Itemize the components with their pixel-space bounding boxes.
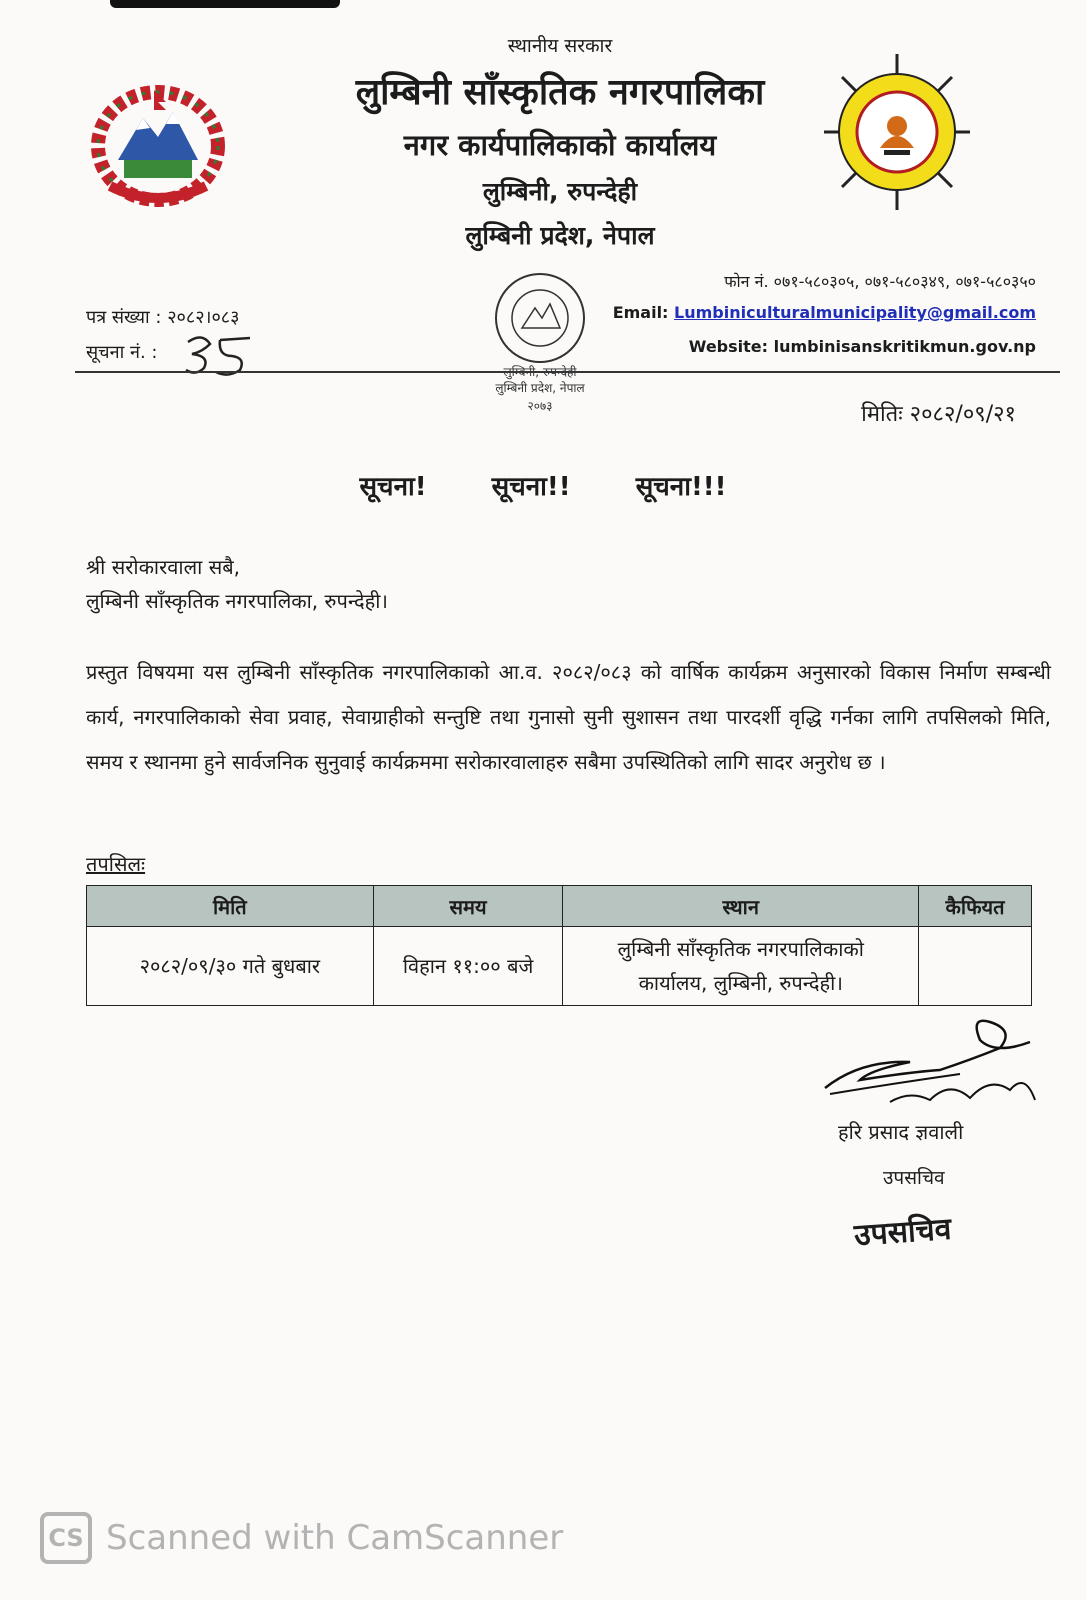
nepal-emblem-icon	[88, 82, 228, 212]
local-government-label: स्थानीय सरकार	[507, 35, 613, 57]
issue-date: मितिः २०८२/०९/२१	[861, 402, 1016, 427]
camscanner-logo-icon: CS	[40, 1512, 92, 1564]
contact-website: Website: lumbinisanskritikmun.gov.np	[688, 337, 1036, 356]
addressee-block	[86, 550, 388, 618]
header-divider	[75, 371, 1060, 373]
contact-phone: फोन नं. ०७१-५८०३०५, ०७१-५८०३४९, ०७१-५८०३५०	[724, 272, 1036, 291]
letter-number: पत्र संख्या : २०८२।०८३	[86, 307, 240, 328]
addressee-line-1: श्री सरोकारवाला सबै,	[86, 555, 240, 579]
scan-edge-bar	[110, 0, 340, 8]
office-name: नगर कार्यपालिकाको कार्यालय	[403, 128, 717, 162]
col-header-place: स्थान	[563, 886, 919, 927]
cell-place-line-2: कार्यालय, लुम्बिनी, रुपन्देही।	[638, 971, 843, 995]
handwritten-signature-icon	[820, 1010, 1050, 1120]
cell-remarks	[919, 927, 1032, 1006]
col-header-date: मिति	[87, 886, 374, 927]
address-district: लुम्बिनी, रुपन्देही	[482, 177, 638, 206]
schedule-label: तपसिलः	[86, 852, 146, 876]
notice-title-3: सूचना!!!	[635, 472, 727, 502]
table-row	[87, 927, 1032, 1006]
watermark-text: Scanned with CamScanner	[106, 1518, 564, 1558]
cell-place	[563, 927, 919, 1006]
addressee-line-2: लुम्बिनी साँस्कृतिक नगरपालिका, रुपन्देही।	[86, 589, 389, 613]
cell-date: २०८२/०९/३० गते बुधबार	[87, 927, 374, 1006]
notice-titles	[0, 467, 1086, 503]
signer-name: हरि प्रसाद ज्ञवाली	[838, 1120, 964, 1144]
camscanner-watermark	[40, 1512, 563, 1564]
email-label: Email:	[612, 303, 675, 322]
notice-title-2: सूचना!!	[491, 472, 571, 502]
cell-place-line-1: लुम्बिनी साँस्कृतिक नगरपालिकाको	[617, 937, 864, 961]
municipality-name: लुम्बिनी साँस्कृतिक नगरपालिका	[355, 72, 765, 113]
schedule-table	[86, 885, 1032, 1006]
col-header-time: समय	[373, 886, 563, 927]
col-header-remarks: कैफियत	[919, 886, 1032, 927]
signer-designation: उपसचिव	[883, 1167, 945, 1189]
municipality-wheel-logo-icon	[822, 52, 972, 212]
designation-stamp: उपसचिव	[853, 1211, 953, 1254]
svg-text:लुम्बिनी प्रदेश, नेपाल: लुम्बिनी प्रदेश, नेपाल	[495, 381, 585, 395]
cell-time: विहान ११:०० बजे	[373, 927, 563, 1006]
notice-title-1: सूचना!	[359, 472, 427, 502]
svg-text:२०७३: २०७३	[527, 399, 553, 413]
office-seal-stamp-icon	[480, 272, 600, 420]
email-link[interactable]: Lumbiniculturalmunicipality@gmail.com	[674, 303, 1036, 322]
notice-number-label: सूचना नं. :	[86, 342, 158, 363]
contact-email-row	[613, 303, 1036, 322]
notice-body: प्रस्तुत विषयमा यस लुम्बिनी साँस्कृतिक नगरपालिकाको आ.व. २०८२/०८३ को वार्षिक कार्यक्रम अनुसारको विकास निर्माण सम्बन्धी कार्य, नगरपालिकाको सेवा प्रवाह, सेवाग्राहीको सन्तुष्टि तथा गुनासो सुनी सुशासन तथा पारदर्शी वृद्धि गर्नका लागि तपसिलको मिति, समय र स्थानमा हुने सार्वजनिक सुनुवाई कार्यक्रममा सरोकारवालाहरु सबैमा उपस्थितिको लागि सादर अनुरोध छ ।	[86, 660, 1051, 774]
table-header-row	[87, 886, 1032, 927]
address-province: लुम्बिनी प्रदेश, नेपाल	[465, 221, 655, 250]
